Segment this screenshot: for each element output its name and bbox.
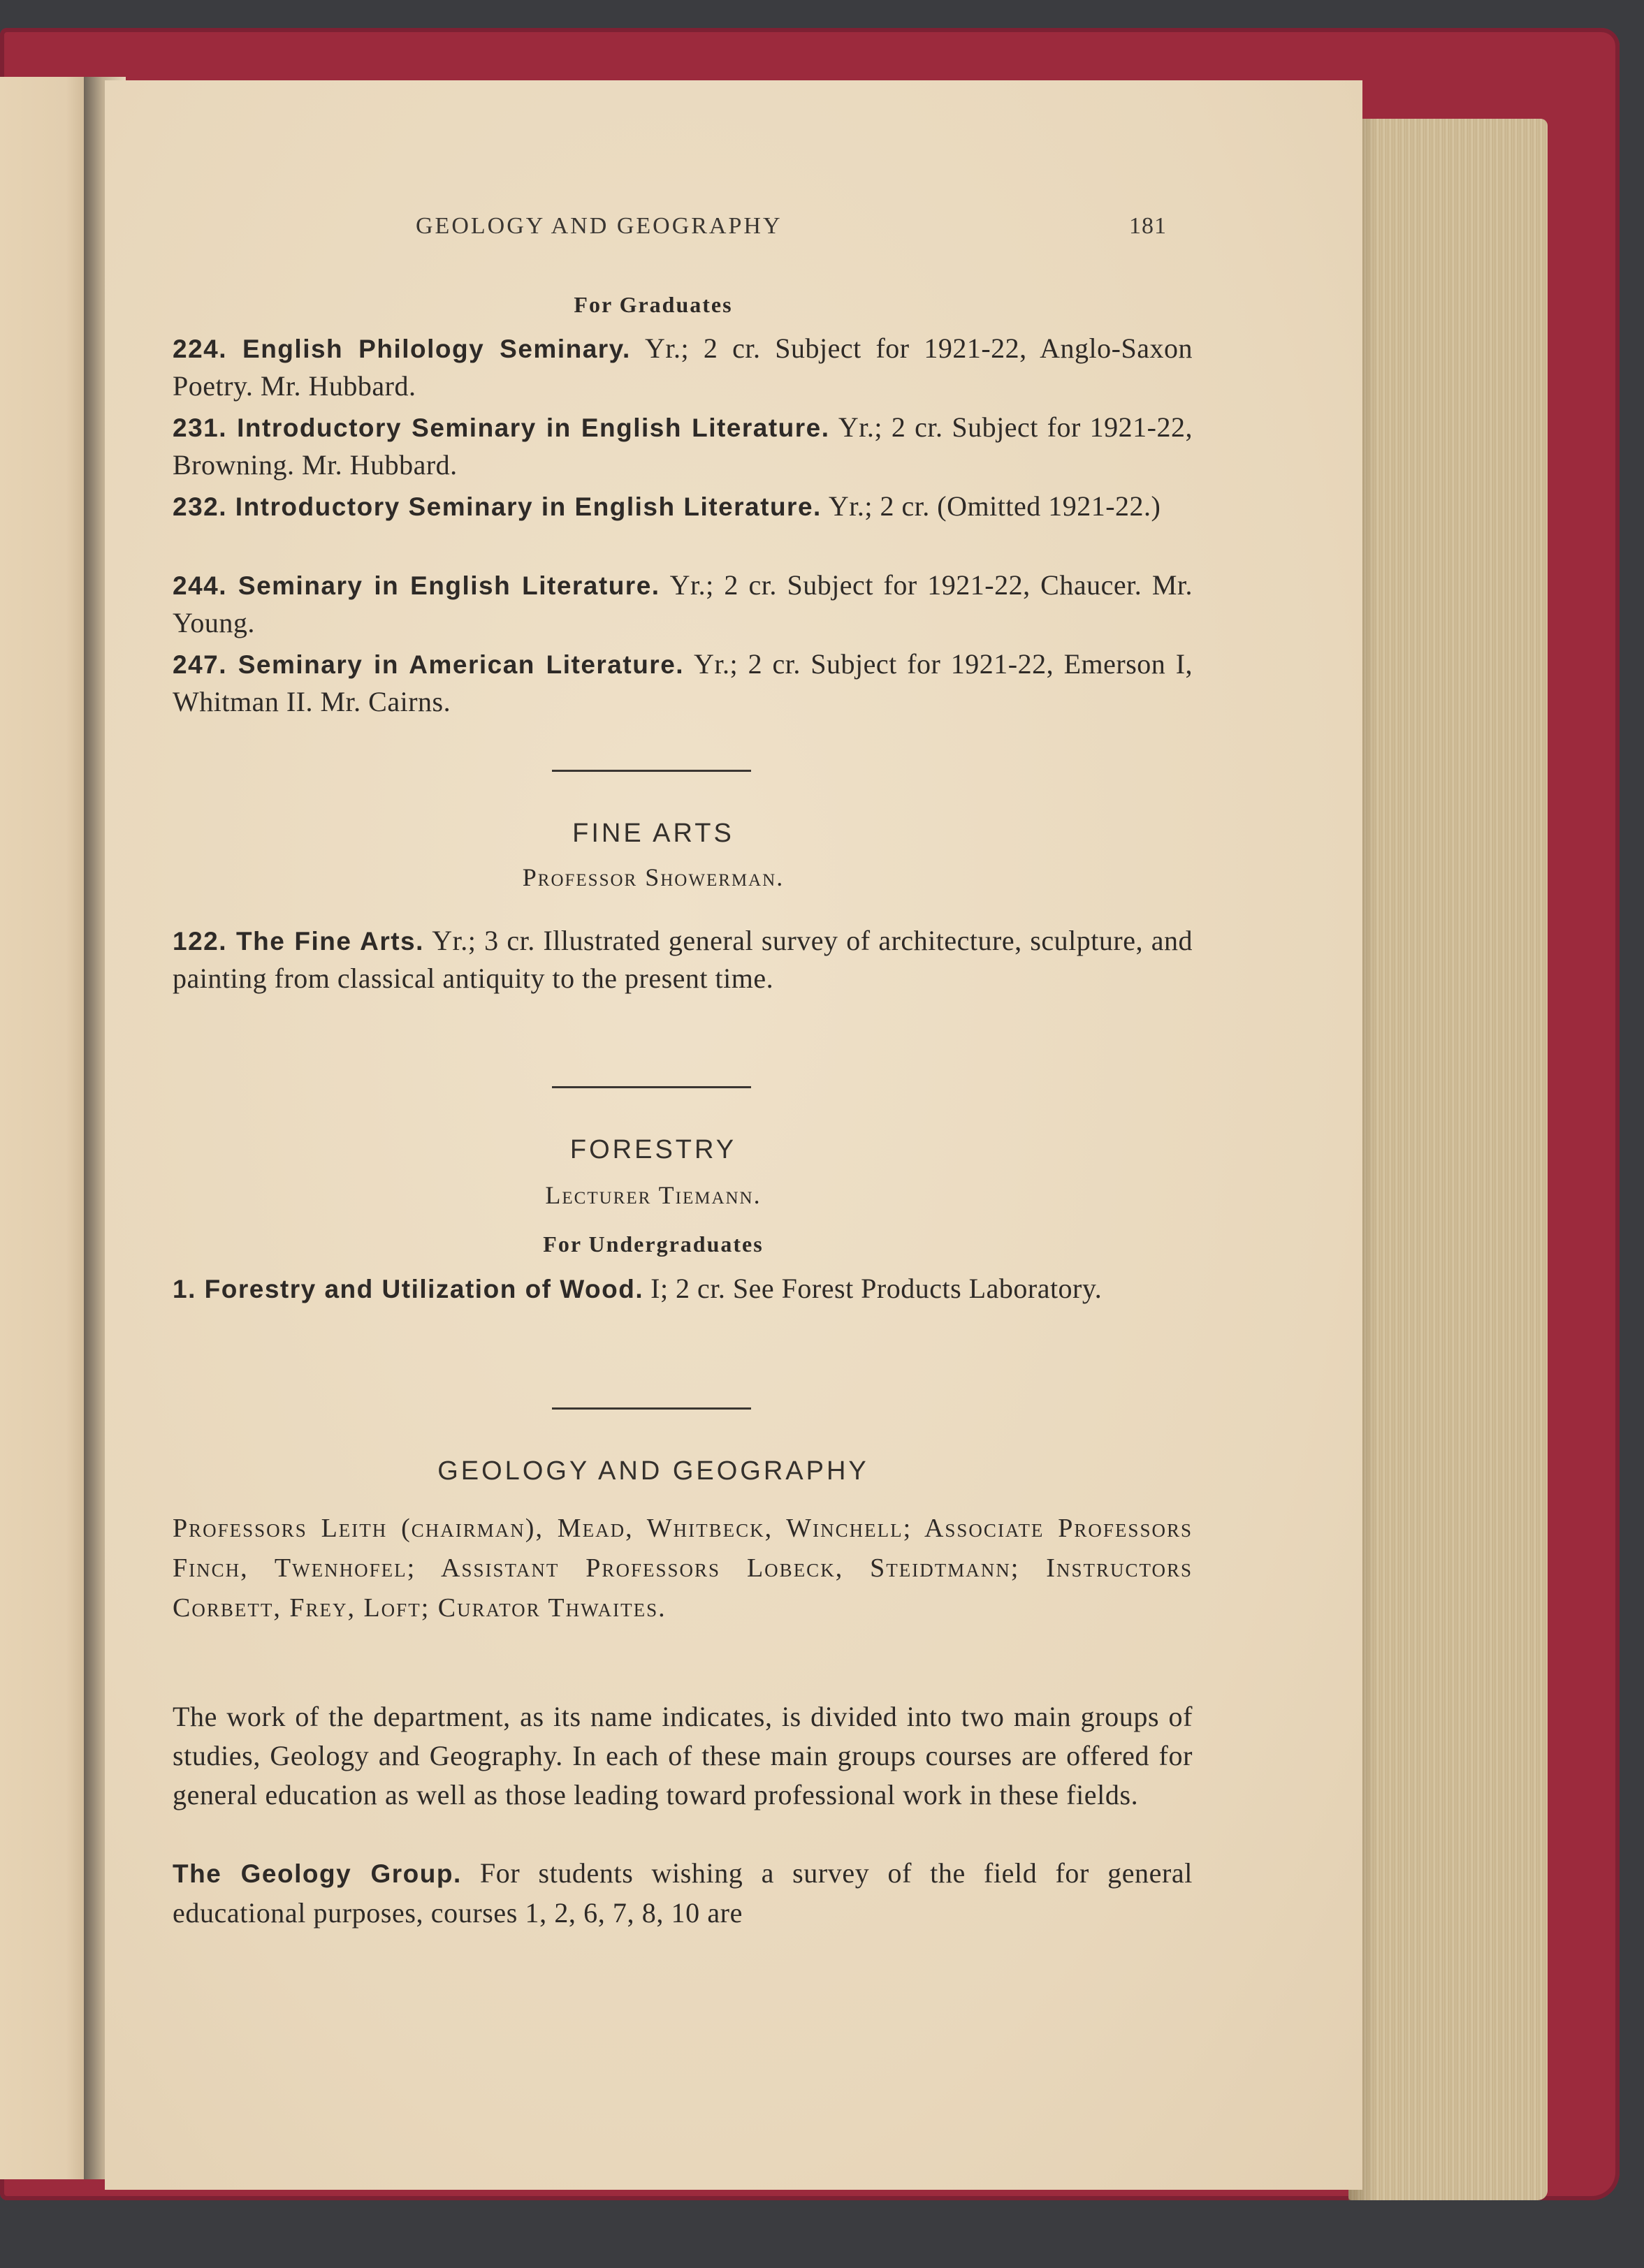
course-title: 122. The Fine Arts. <box>173 927 424 956</box>
course-details: Yr.; 2 cr. (Omitted 1921-22.) <box>828 490 1161 522</box>
geology-group-paragraph <box>143 1854 1193 1933</box>
course-entry-1 <box>143 1270 1193 1308</box>
course-title: 224. English Philology Seminary. <box>173 335 631 363</box>
course-details: Yr.; 3 cr. Illustrated general survey of architecture, sculpture, and painting from classical antiquity to the present time. <box>173 925 1193 994</box>
course-title: 247. Seminary in American Literature. <box>173 650 685 679</box>
fine-arts-title: FINE ARTS <box>572 819 734 848</box>
left-page-fragment <box>0 77 94 2179</box>
geology-intro-paragraph: The work of the department, as its name indicates, is divided into two main groups of studies, Geology and Geography. In each of these main groups courses are offered for general education as well as those leading toward professional work in these fields. <box>173 1701 1193 1810</box>
running-head-title: GEOLOGY AND GEOGRAPHY <box>416 213 783 239</box>
course-details: Yr.; 2 cr. Subject for 1921-22, Browning. Mr. Hubbard. <box>173 411 1193 481</box>
course-entry-122 <box>143 922 1193 997</box>
section-divider <box>552 770 751 772</box>
forestry-title: FORESTRY <box>569 1135 737 1164</box>
course-details: Yr.; 2 cr. Subject for 1921-22, Anglo-Saxon Poetry. Mr. Hubbard. <box>173 332 1193 402</box>
course-entry-247 <box>143 645 1193 720</box>
paragraph-text: For students wishing a survey of the field for general educational purposes, courses 1, 2, 6, 7, 8, 10 are <box>173 1857 1193 1929</box>
course-title: 244. Seminary in English Literature. <box>173 571 660 600</box>
course-title: 231. Introductory Seminary in English Literature. <box>173 414 830 442</box>
geology-title: GEOLOGY AND GEOGRAPHY <box>437 1456 869 1486</box>
course-details: Yr.; 2 cr. Subject for 1921-22, Emerson I, Whitman II. Mr. Cairns. <box>173 648 1193 717</box>
course-entry-232 <box>143 488 1193 525</box>
paragraph-lead: The Geology Group. <box>173 1859 462 1888</box>
left-page-bleed-text <box>0 77 84 2179</box>
page-edges <box>1348 119 1548 2200</box>
section-divider <box>552 1086 751 1088</box>
course-entry-244 <box>143 566 1193 641</box>
course-title: 232. Introductory Seminary in English Literature. <box>173 492 822 521</box>
course-details: I; 2 cr. See Forest Products Laboratory. <box>650 1273 1103 1304</box>
geology-faculty: Professors Leith (chairman), Mead, Whitbeck, Winchell; Associate Professors Finch, Twenhofel; Assistant Professors Lobeck, Steidtmann; Instructors Corbett, Frey, Loft; Curator Thwaites. <box>173 1514 1193 1623</box>
course-entry-231 <box>143 409 1193 483</box>
fine-arts-faculty: Professor Showerman. <box>522 863 785 891</box>
page-number: 181 <box>1129 213 1167 239</box>
graduates-heading: For Graduates <box>574 292 733 317</box>
undergraduates-heading: For Undergraduates <box>543 1231 764 1257</box>
course-entry-224 <box>143 330 1193 404</box>
section-divider <box>552 1407 751 1410</box>
course-title: 1. Forestry and Utilization of Wood. <box>173 1275 644 1303</box>
forestry-faculty: Lecturer Tiemann. <box>545 1181 762 1209</box>
course-details: Yr.; 2 cr. Subject for 1921-22, Chaucer. Mr. Young. <box>173 569 1193 638</box>
